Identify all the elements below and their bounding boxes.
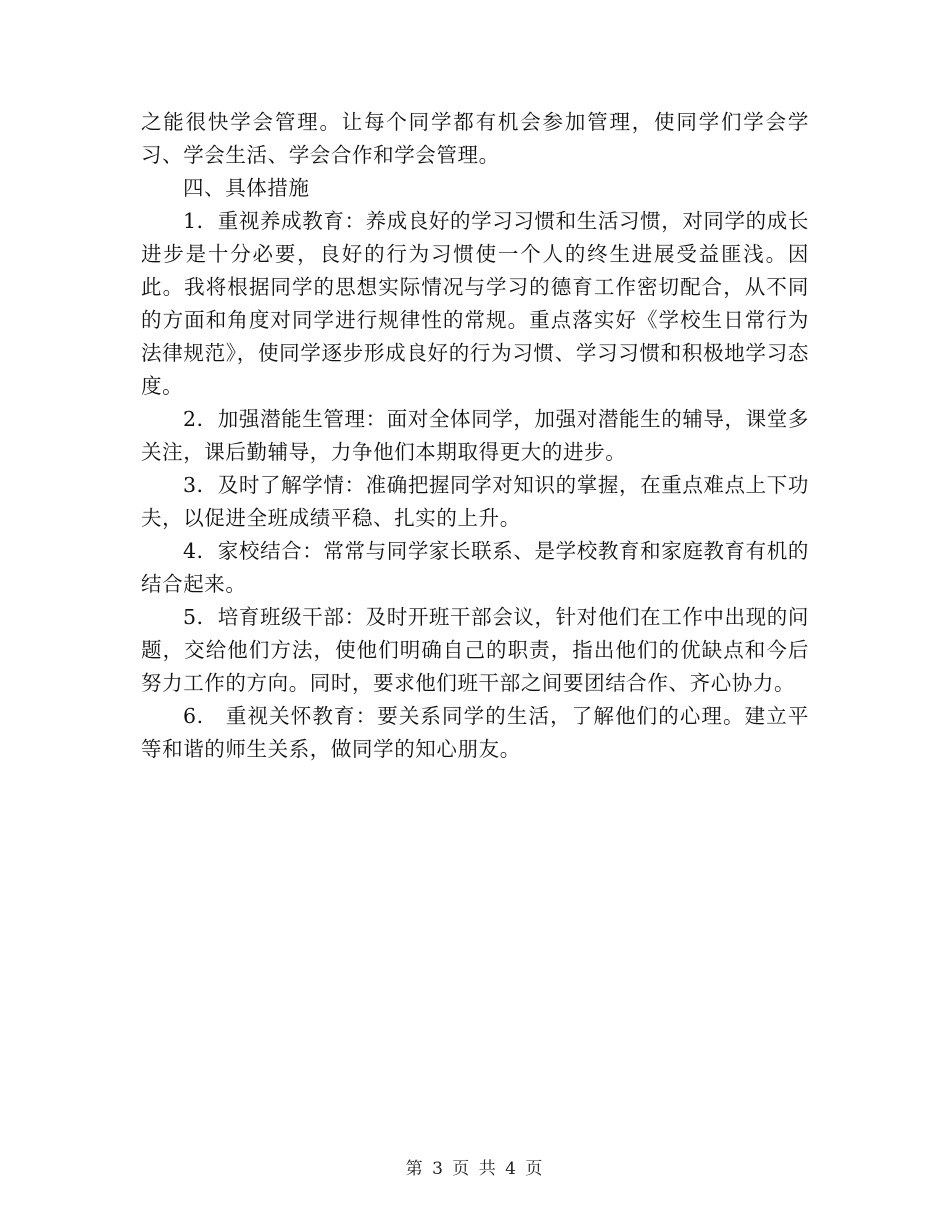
page-number-label: 第 3 页 共 4 页 — [405, 1159, 545, 1179]
section-heading: 四、具体措施 — [183, 176, 310, 200]
document-body — [141, 106, 809, 766]
measure-item-5: 5．培育班级干部：及时开班干部会议，针对他们在工作中出现的问题，交给他们方法，使他们明确自己的职责，指出他们的优缺点和今后努力工作的方向。同时，要求他们班干部之间要团结合作、齐心协力。 — [141, 605, 809, 695]
measure-item-6: 6. 重视关怀教育：要关系同学的生活，了解他们的心理。建立平等和谐的师生关系，做同学的知心朋友。 — [141, 704, 809, 761]
page-footer — [0, 1154, 950, 1179]
measure-item-4: 4．家校结合：常常与同学家长联系、是学校教育和家庭教育有机的结合起来。 — [141, 539, 809, 596]
paragraph-continuation: 之能很快学会管理。让每个同学都有机会参加管理，使同学们学会学习、学会生活、学会合作和学会管理。 — [141, 110, 809, 167]
measure-item-1: 1．重视养成教育：养成良好的学习习惯和生活习惯，对同学的成长进步是十分必要，良好的行为习惯使一个人的终生进展受益匪浅。因此。我将根据同学的思想实际情况与学习的德育工作密切配合，从不同的方面和角度对同学进行规律性的常规。重点落实好《学校生日常行为法律规范》，使同学逐步形成良好的行为习惯、学习习惯和积极地学习态度。 — [141, 209, 809, 398]
measure-item-2: 2．加强潜能生管理：面对全体同学，加强对潜能生的辅导，课堂多关注，课后勤辅导，力争他们本期取得更大的进步。 — [141, 407, 809, 464]
measure-item-3: 3．及时了解学情：准确把握同学对知识的掌握，在重点难点上下功夫，以促进全班成绩平稳、扎实的上升。 — [141, 473, 809, 530]
